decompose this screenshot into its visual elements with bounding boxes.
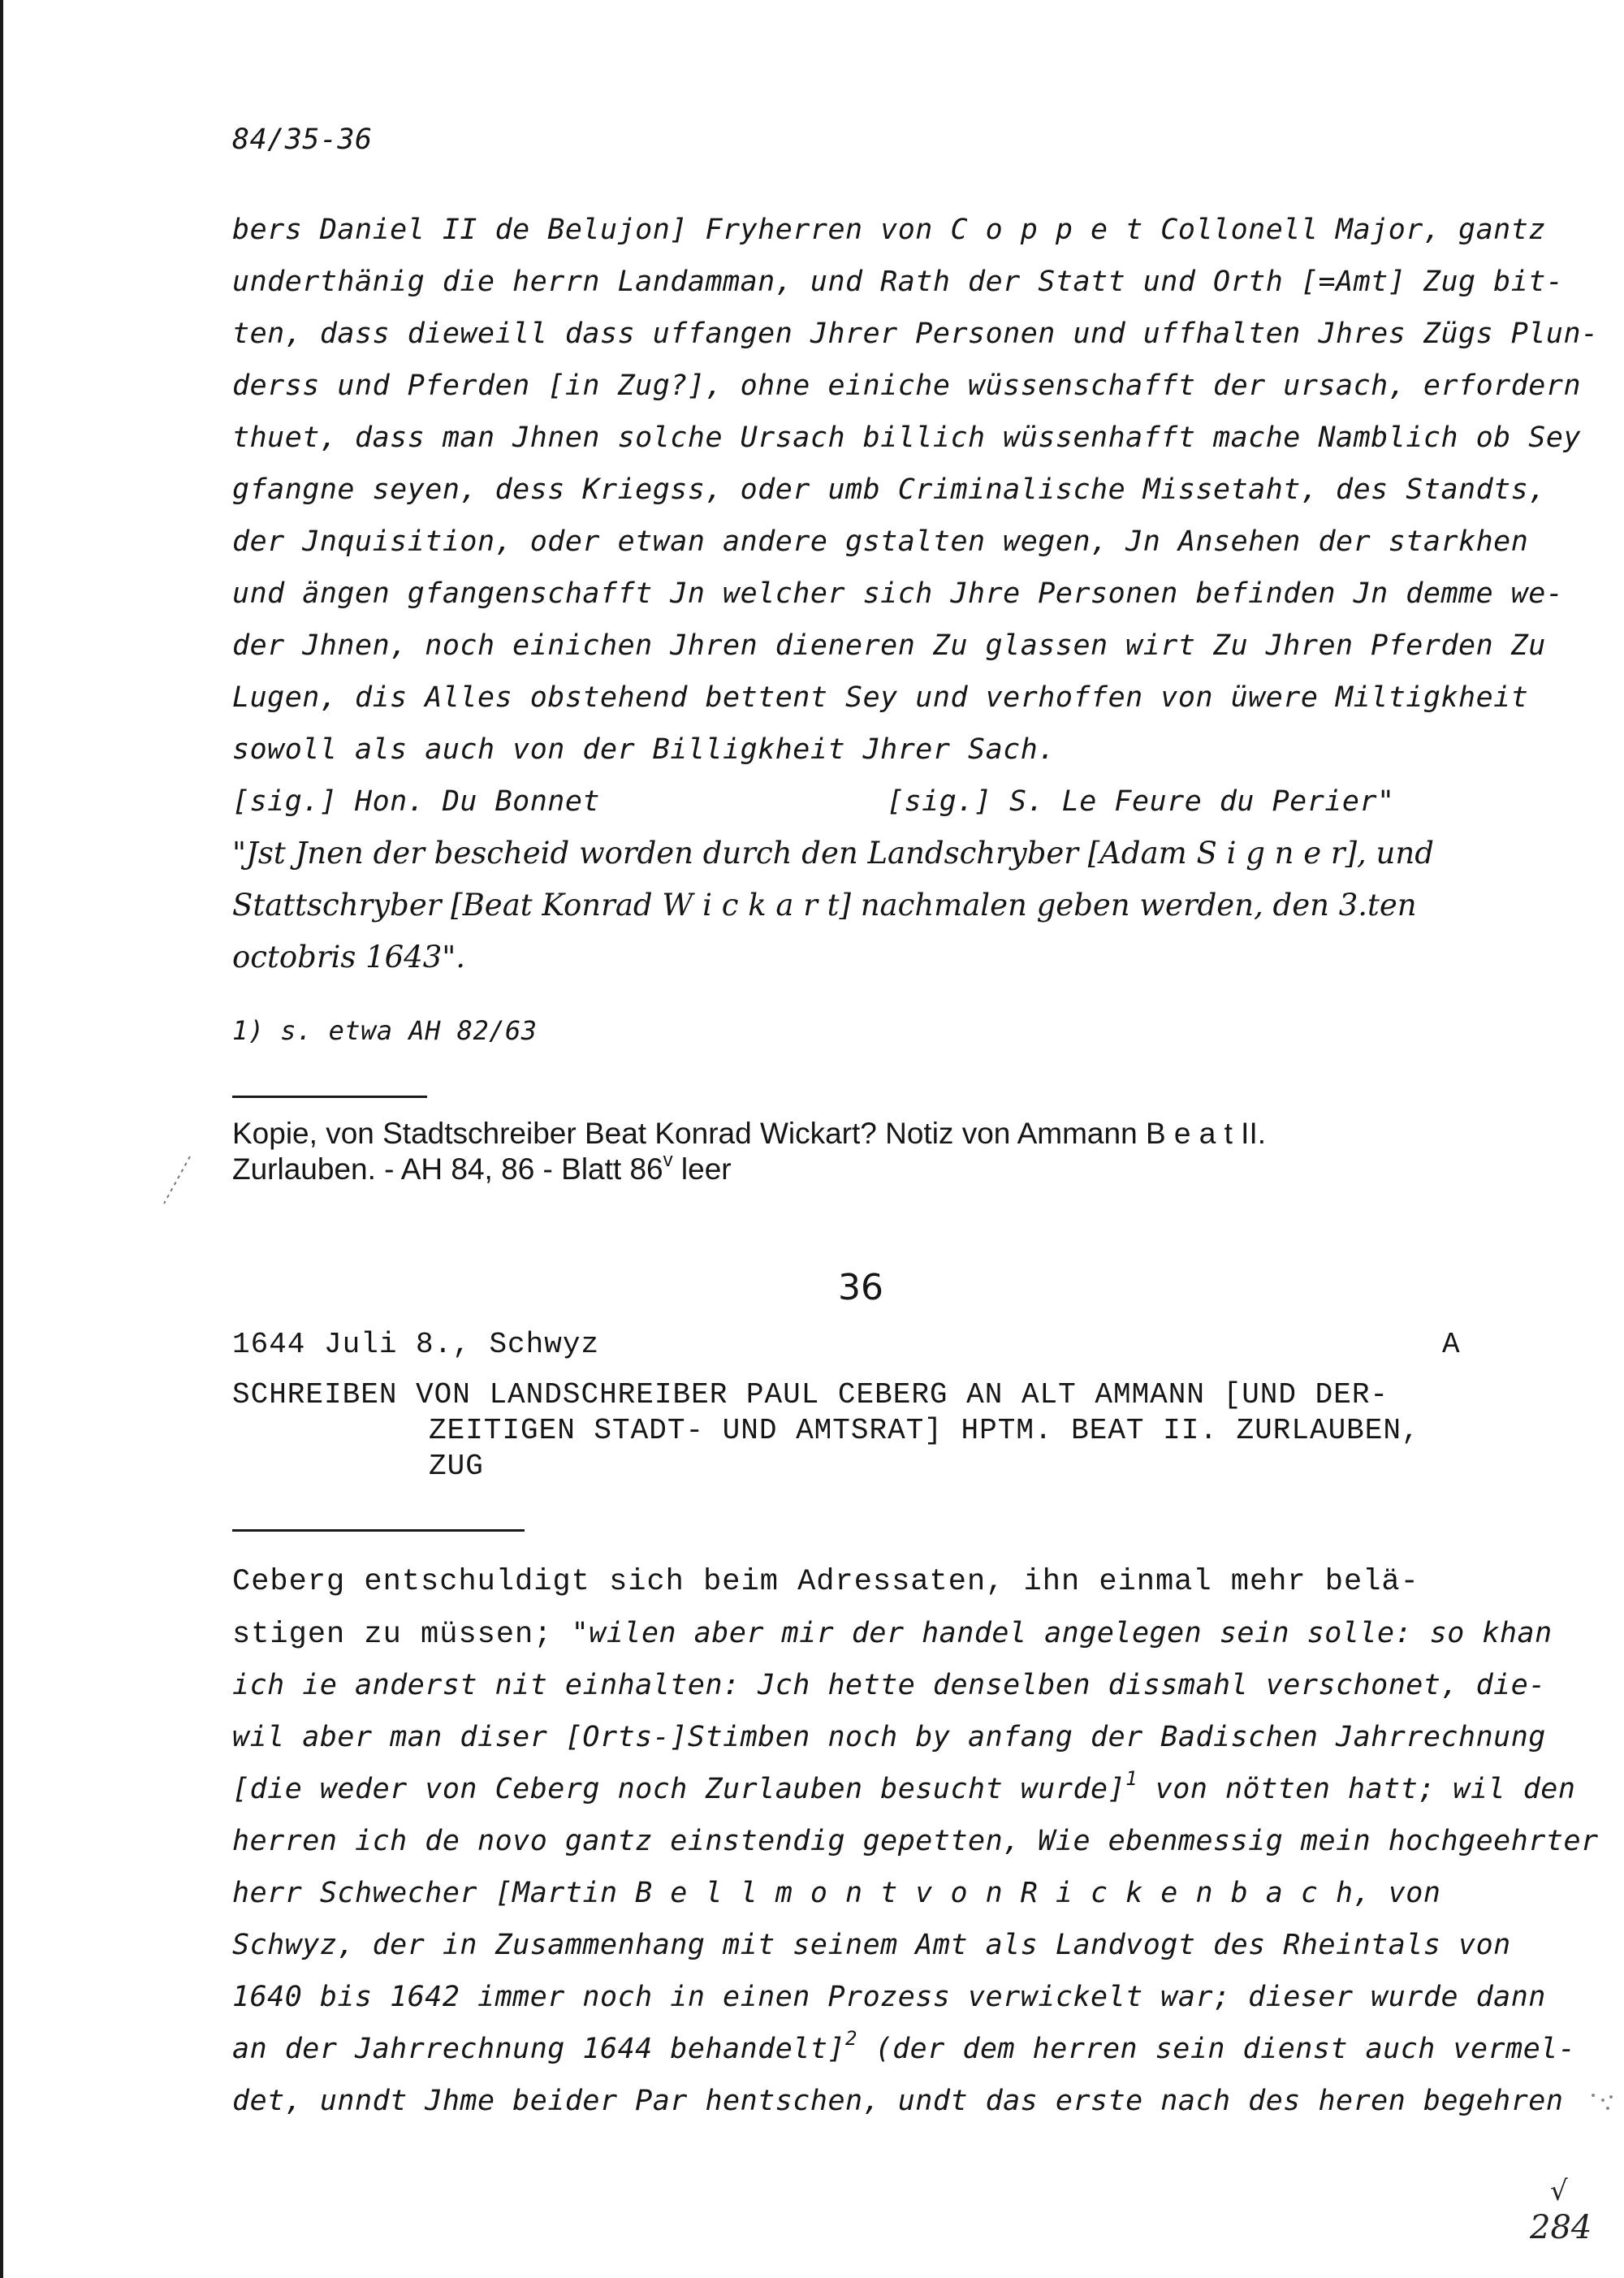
letter-line: und ängen gfangenschafft Jn welcher sich Jhre Personen befinden Jn demme we- [232,577,1564,610]
letter-line: underthänig die herrn Landamman, und Rath der Statt und Orth [=Amt] Zug bit- [232,266,1564,298]
body-line [232,2027,1576,2065]
source-note-line2 [232,1149,732,1187]
footnote-ref: 2 [845,2027,857,2050]
document-title-line2: ZEITIGEN STADT- UND AMTSRAT] HPTM. BEAT II. ZURLAUBEN, [429,1414,1420,1447]
reply-line: "Jst Jnen der bescheid worden durch den Landschryber [Adam S i g n e r], und [232,836,1434,871]
source-note-end: leer [672,1152,732,1186]
body-line: Schwyz, der in Zusammenhang mit seinem Amt als Landvogt des Rheintals von [232,1929,1511,1961]
body-line: det, unndt Jhme beider Par hentschen, undt das erste nach des heren begehren [232,2085,1564,2117]
body-line [232,1767,1576,1805]
letter-line: der Jhnen, noch einichen Jhren dieneren Zu glassen wirt Zu Jhren Pferden Zu [232,629,1546,662]
letter-line: derss und Pferden [in Zug?], ohne einiche wüssenschafft der ursach, erfordern [232,370,1582,402]
document-number: 36 [838,1267,883,1308]
reply-line: octobris 1643". [232,940,466,975]
letter-line: ten, dass dieweill dass uffangen Jhrer Personen und uffhalten Jhres Zügs Plun- [232,318,1599,350]
letter-line: thuet, dass man Jhnen solche Ursach billich wüssenhafft mache Namblich ob Sey [232,421,1582,454]
body-line: Ceberg entschuldigt sich beim Adressaten, ihn einmal mehr belä- [232,1565,1419,1599]
footnote-ref: 1 [1125,1767,1138,1790]
check-mark: √ [1550,2175,1568,2207]
document-grade: A [1442,1328,1461,1361]
body-line: 1640 bis 1642 immer noch in einen Prozess verwickelt war; dieser wurde dann [232,1981,1546,2013]
letter-line: Lugen, dis Alles obstehend bettent Sey und verhoffen von üwere Miltigkheit [232,681,1529,714]
margin-mark-icon [158,1153,198,1210]
body-line: herr Schwecher [Martin B e l l m o n t v o n R i c k e n b a c h, von [232,1877,1441,1909]
body-text-roman: stigen zu müssen; [232,1618,572,1652]
document-title-line1: SCHREIBEN VON LANDSCHREIBER PAUL CEBERG AN ALT AMMANN [UND DER- [232,1378,1389,1411]
body-text-part: an der Jahrrechnung 1644 behandelt] [232,2033,846,2065]
letter-line: der Jnquisition, oder etwan andere gstalten wegen, Jn Ansehen der starkhen [232,525,1529,558]
body-text-part: [die weder von Ceberg noch Zurlauben besucht wurde] [232,1773,1126,1805]
body-line: ich ie anderst nit einhalten: Jch hette denselben dissmahl verschonet, die- [232,1669,1546,1701]
divider-rule [232,1096,427,1098]
body-line [232,1617,1553,1652]
body-line: herren ich de novo gantz einstendig gepetten, Wie ebenmessig mein hochgeehrter [232,1825,1599,1857]
body-quote: "wilen aber mir der handel angelegen sein solle: so khan [571,1617,1553,1649]
letter-line: bers Daniel II de Belujon] Fryherren von C o p p e t Collonell Major, gantz [232,214,1546,246]
source-note-line1: Kopie, von Stadtschreiber Beat Konrad Wickart? Notiz von Ammann B e a t II. [232,1117,1267,1150]
reply-line: Stattschryber [Beat Konrad W i c k a r t] nachmalen geben werden, den 3.ten [232,888,1417,923]
verso-superscript: v [663,1149,673,1171]
footnote: 1) s. etwa AH 82/63 [232,1015,538,1046]
document-title-line3: ZUG [429,1450,484,1483]
body-text-part: (der dem herren sein dienst auch vermel- [857,2033,1576,2065]
body-text-part: von nötten hatt; wil den [1138,1773,1576,1805]
letter-line: gfangne seyen, dess Kriegss, oder umb Criminalische Missetaht, des Standts, [232,473,1546,506]
signature-left: [sig.] Hon. Du Bonnet [232,785,601,818]
page-reference: 84/35-36 [232,123,373,156]
handwritten-page-number: 284 [1530,2209,1592,2246]
letter-line: sowoll als auch von der Billigkheit Jhrer Sach. [232,733,1056,766]
signature-right: [sig.] S. Le Feure du Perier" [887,785,1395,818]
margin-dots-icon [1587,2087,1619,2120]
date-place: 1644 Juli 8., Schwyz [232,1328,600,1361]
divider-rule [232,1529,525,1532]
source-note-text: Zurlauben. - AH 84, 86 - Blatt 86 [232,1152,663,1186]
body-line: wil aber man diser [Orts-]Stimben noch by anfang der Badischen Jahrrechnung [232,1721,1546,1753]
